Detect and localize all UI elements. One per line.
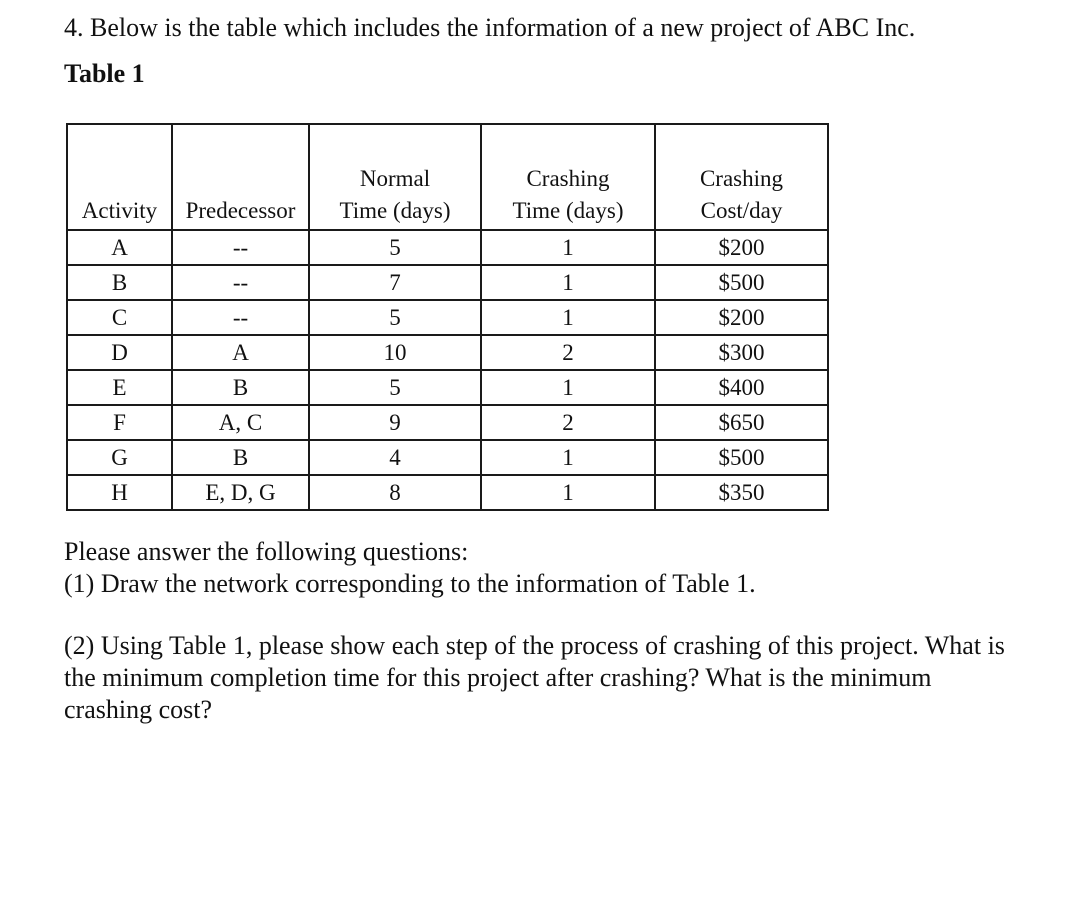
header-predecessor-label: Predecessor [185,198,296,223]
header-normal-time-line1: Normal [359,166,431,191]
cell-normal-time: 8 [309,475,481,510]
cell-normal-time: 5 [309,370,481,405]
cell-crashing-time: 1 [481,265,655,300]
cell-normal-time: 10 [309,335,481,370]
cell-crashing-time: 1 [481,370,655,405]
cell-crashing-cost: $500 [655,265,828,300]
cell-predecessor: A [172,335,309,370]
cell-activity: E [67,370,172,405]
cell-normal-time: 5 [309,300,481,335]
header-activity [67,124,172,230]
cell-predecessor: -- [172,300,309,335]
cell-crashing-time: 1 [481,230,655,265]
table-row [67,370,828,405]
cell-crashing-cost: $200 [655,300,828,335]
cell-crashing-time: 2 [481,405,655,440]
cell-predecessor: B [172,440,309,475]
table-row [67,440,828,475]
cell-activity: H [67,475,172,510]
cell-crashing-cost: $350 [655,475,828,510]
header-crashing-time [481,124,655,230]
cell-predecessor: B [172,370,309,405]
table-row [67,265,828,300]
cell-predecessor: -- [172,265,309,300]
cell-crashing-cost: $400 [655,370,828,405]
header-normal-time-line2: Time (days) [339,198,451,223]
question-1: (1) Draw the network corresponding to the information of Table 1. [64,569,756,598]
table-row [67,300,828,335]
cell-activity: A [67,230,172,265]
cell-activity: D [67,335,172,370]
header-activity-label: Activity [81,198,158,223]
table-row [67,335,828,370]
project-table [66,123,829,511]
cell-crashing-time: 2 [481,335,655,370]
cell-normal-time: 5 [309,230,481,265]
cell-predecessor: -- [172,230,309,265]
table-row [67,230,828,265]
cell-normal-time: 9 [309,405,481,440]
cell-crashing-time: 1 [481,300,655,335]
cell-crashing-cost: $200 [655,230,828,265]
intro-text: 4. Below is the table which includes the information of a new project of ABC Inc. [64,13,916,42]
question-2: (2) Using Table 1, please show each step of the process of crashing of this project. What is the minimum completion time for this project after crashing? What is the minimum crashing cost? [64,631,1005,724]
cell-normal-time: 4 [309,440,481,475]
header-crashing-cost-line1: Crashing [699,166,784,191]
table-row [67,405,828,440]
header-predecessor [172,124,309,230]
cell-crashing-cost: $650 [655,405,828,440]
questions-section [64,536,1024,726]
cell-activity: G [67,440,172,475]
questions-lead: Please answer the following questions: [64,537,469,566]
header-crashing-time-line1: Crashing [526,166,610,191]
cell-predecessor: E, D, G [172,475,309,510]
header-crashing-cost [655,124,828,230]
cell-crashing-time: 1 [481,475,655,510]
table-row [67,475,828,510]
cell-predecessor: A, C [172,405,309,440]
cell-crashing-cost: $500 [655,440,828,475]
header-crashing-time-line2: Time (days) [512,198,624,223]
cell-crashing-cost: $300 [655,335,828,370]
cell-activity: B [67,265,172,300]
header-crashing-cost-line2: Cost/day [700,198,783,223]
cell-activity: C [67,300,172,335]
header-normal-time [309,124,481,230]
cell-activity: F [67,405,172,440]
table-header-row [67,124,828,230]
table-caption: Table 1 [64,59,145,88]
cell-crashing-time: 1 [481,440,655,475]
cell-normal-time: 7 [309,265,481,300]
